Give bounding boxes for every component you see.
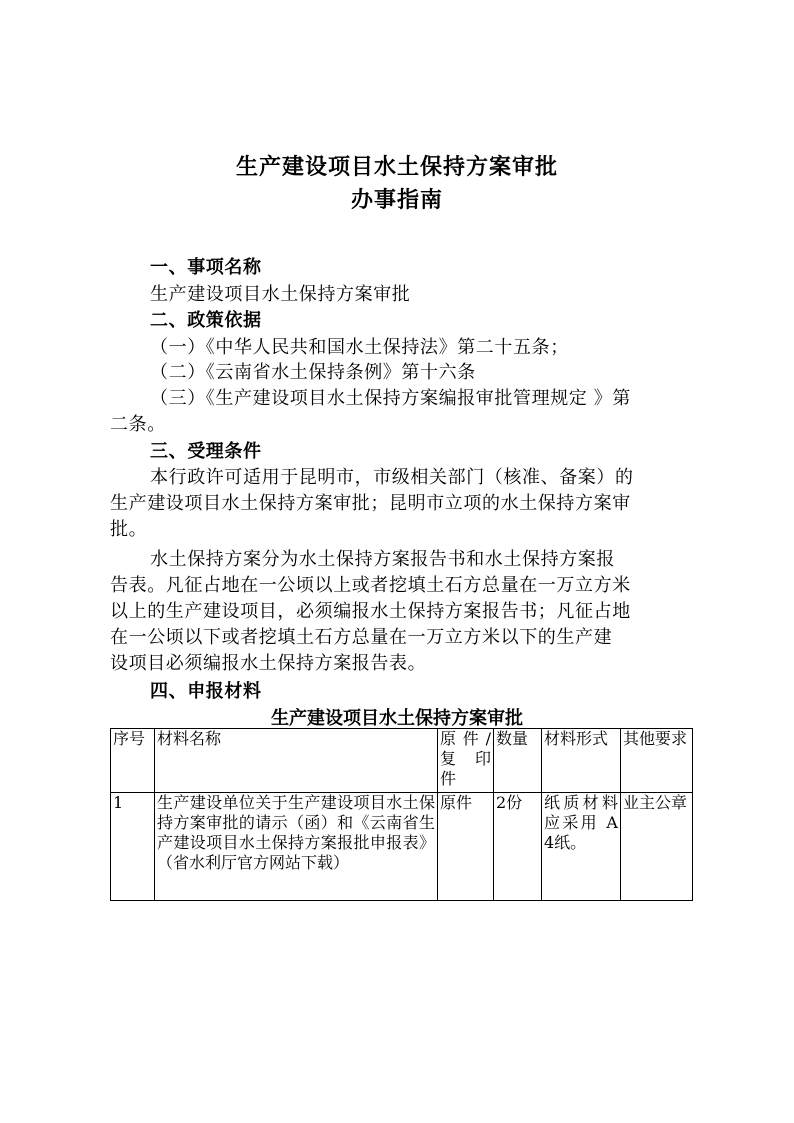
table-row: [111, 793, 693, 901]
materials-table: [110, 728, 693, 901]
header-name: 材料名称: [155, 729, 438, 793]
table-title: 生产建设项目水土保持方案审批: [271, 708, 523, 729]
header-form: 材料形式: [542, 729, 621, 793]
policy-item-3-cont: 二条。: [110, 414, 166, 435]
section-1-heading: 一、事项名称: [150, 257, 262, 278]
section-2-heading: 二、政策依据: [150, 310, 262, 331]
header-no: 序号: [111, 729, 155, 793]
cell-copy: 原件: [438, 793, 494, 901]
header-other: 其他要求: [621, 729, 693, 793]
header-qty: 数量: [494, 729, 542, 793]
cell-qty: 2份: [494, 793, 542, 901]
header-copy: 原件/复 印件: [438, 729, 494, 793]
policy-item-2: （二）《云南省水土保持条例》第十六条: [150, 362, 476, 383]
paragraph-line: 批。: [110, 519, 148, 540]
paragraph-line: 告表。凡征占地在一公顷以上或者挖填土石方总量在一万立方米: [110, 575, 631, 596]
paragraph-line: 以上的生产建设项目，必须编报水土保持方案报告书；凡征占地: [110, 601, 631, 622]
table-header-row: [111, 729, 693, 793]
cell-no: 1: [111, 793, 155, 901]
paragraph-line: 在一公顷以下或者挖填土石方总量在一万立方米以下的生产建: [110, 627, 613, 648]
policy-item-1: （一）《中华人民共和国水土保持法》第二十五条；: [150, 337, 569, 358]
document-subtitle: 办事指南: [350, 188, 443, 213]
document-title: 生产建设项目水土保持方案审批: [235, 155, 558, 180]
section-4-heading: 四、申报材料: [150, 681, 262, 702]
cell-form: 纸质材料应采用 A4纸。: [542, 793, 621, 901]
paragraph-line: 生产建设项目水土保持方案审批；昆明市立项的水土保持方案审: [110, 493, 631, 514]
paragraph-line: 水土保持方案分为水土保持方案报告书和水土保持方案报: [150, 549, 615, 570]
section-1-body: 生产建设项目水土保持方案审批: [150, 284, 411, 305]
section-3-heading: 三、受理条件: [150, 441, 262, 462]
paragraph-line: 设项目必须编报水土保持方案报告表。: [110, 653, 427, 674]
policy-item-3: （三）《生产建设项目水土保持方案编报审批管理规定 》第: [150, 388, 631, 409]
cell-name: 生产建设单位关于生产建设项目水土保持方案审批的请示（函）和《云南省生产建设项目水土保持方案报批申报表》（省水利厅官方网站下载）: [155, 793, 438, 901]
paragraph-line: 本行政许可适用于昆明市，市级相关部门（核准、备案）的: [150, 467, 634, 488]
cell-other: 业主公章: [621, 793, 693, 901]
